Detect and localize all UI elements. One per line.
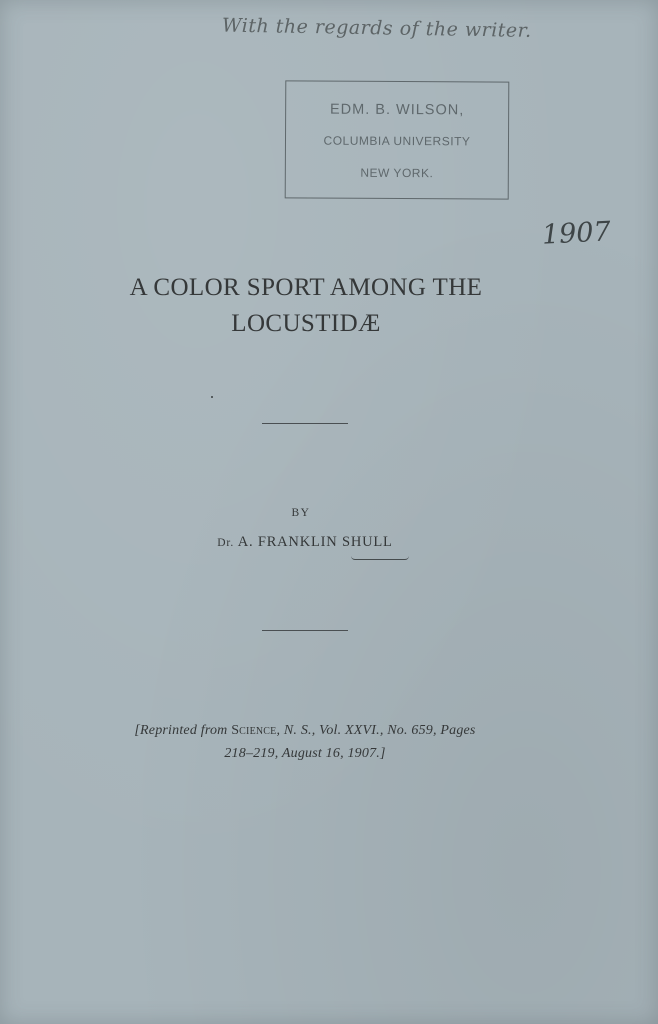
title-line-2: LOCUSTIDÆ [231,310,381,337]
stamp-line-city: NEW YORK. [360,165,434,181]
divider-top [262,423,348,424]
citation-journal: Science [231,723,277,738]
citation-prefix: [Reprinted from [134,723,232,738]
owner-stamp [285,80,510,199]
author-prefix: Dr. [217,537,235,549]
handwritten-year: 1907 [541,216,612,251]
divider-bottom [262,630,348,631]
citation-volume: , N. S., Vol. XXVI., No. 659, Pages [276,723,476,738]
citation-line-1 [0,723,610,739]
handwritten-underline [351,556,409,560]
paper-speck [211,396,213,398]
byline-by: BY [291,507,311,519]
title-line-1: A COLOR SPORT AMONG THE [129,274,483,301]
stamp-line-name: EDM. B. WILSON, [329,101,465,119]
author-full-name: A. FRANKLIN SHULL [237,534,393,550]
handwritten-note: With the regards of the writer. [221,14,532,42]
citation-line-2: 218–219, August 16, 1907.] [224,746,386,761]
stamp-line-institution: COLUMBIA UNIVERSITY [323,133,471,149]
author-name [0,534,610,551]
